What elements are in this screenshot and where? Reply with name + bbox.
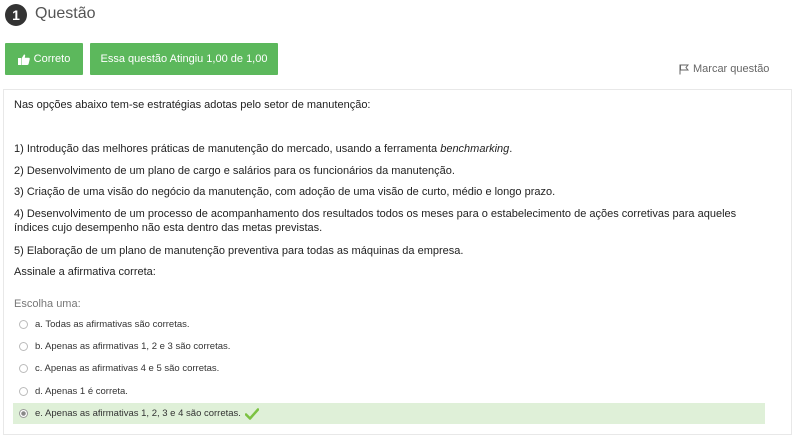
question-title: Questão (35, 5, 96, 22)
score-label: Essa questão Atingiu 1,00 de 1,00 (100, 53, 268, 65)
statement-2: 2) Desenvolvimento de um plano de cargo e salários para os funcionários da manutenção. (14, 165, 455, 177)
option-a[interactable] (13, 314, 765, 335)
statement-1-emphasis: benchmarking (440, 143, 510, 155)
question-prompt: Assinale a afirmativa correta: (14, 266, 156, 278)
option-d[interactable] (13, 381, 765, 402)
option-a-label: a. Todas as afirmativas são corretas. (35, 319, 190, 330)
option-e-label: e. Apenas as afirmativas 1, 2, 3 e 4 são corretas. (35, 408, 241, 419)
option-b-label: b. Apenas as afirmativas 1, 2 e 3 são corretas. (35, 341, 231, 352)
option-c-label: c. Apenas as afirmativas 4 e 5 são corretas. (35, 363, 220, 374)
question-number-badge: 1 (5, 4, 27, 26)
radio-b[interactable] (19, 342, 28, 351)
score-badge (90, 43, 278, 75)
correct-badge (5, 43, 83, 75)
question-intro: Nas opções abaixo tem-se estratégias adotas pelo setor de manutenção: (14, 99, 371, 111)
statement-1-text: 1) Introdução das melhores práticas de manutenção do mercado, usando a ferramenta (14, 143, 441, 155)
choose-label: Escolha uma: (14, 298, 81, 310)
thumbs-up-icon (18, 54, 30, 65)
radio-e[interactable] (19, 409, 28, 418)
flag-question-button[interactable] (679, 63, 769, 75)
option-c[interactable] (13, 358, 765, 379)
statement-1 (14, 142, 512, 156)
statement-5: 5) Elaboração de um plano de manutenção preventiva para todas as máquinas da empresa. (14, 245, 464, 257)
statement-1-suffix: . (509, 143, 513, 155)
radio-a[interactable] (19, 320, 28, 329)
statement-4: 4) Desenvolvimento de um processo de acompanhamento dos resultados todos os meses para o estabelecimento de ações corretivas para aqueles índices cujo desempenho não esta dentro das metas previstas. (14, 208, 737, 234)
statement-3: 3) Criação de uma visão do negócio da manutenção, com adoção de uma visão de curto, médio e longo prazo. (14, 186, 556, 198)
radio-d[interactable] (19, 387, 28, 396)
option-b[interactable] (13, 336, 765, 357)
radio-c[interactable] (19, 364, 28, 373)
option-e[interactable] (13, 403, 765, 424)
correct-label: Correto (33, 53, 71, 65)
question-content-panel (3, 89, 792, 435)
flag-icon (679, 64, 689, 75)
flag-label: Marcar questão (693, 63, 770, 75)
checkmark-icon (245, 408, 259, 420)
option-d-label: d. Apenas 1 é correta. (35, 386, 128, 397)
